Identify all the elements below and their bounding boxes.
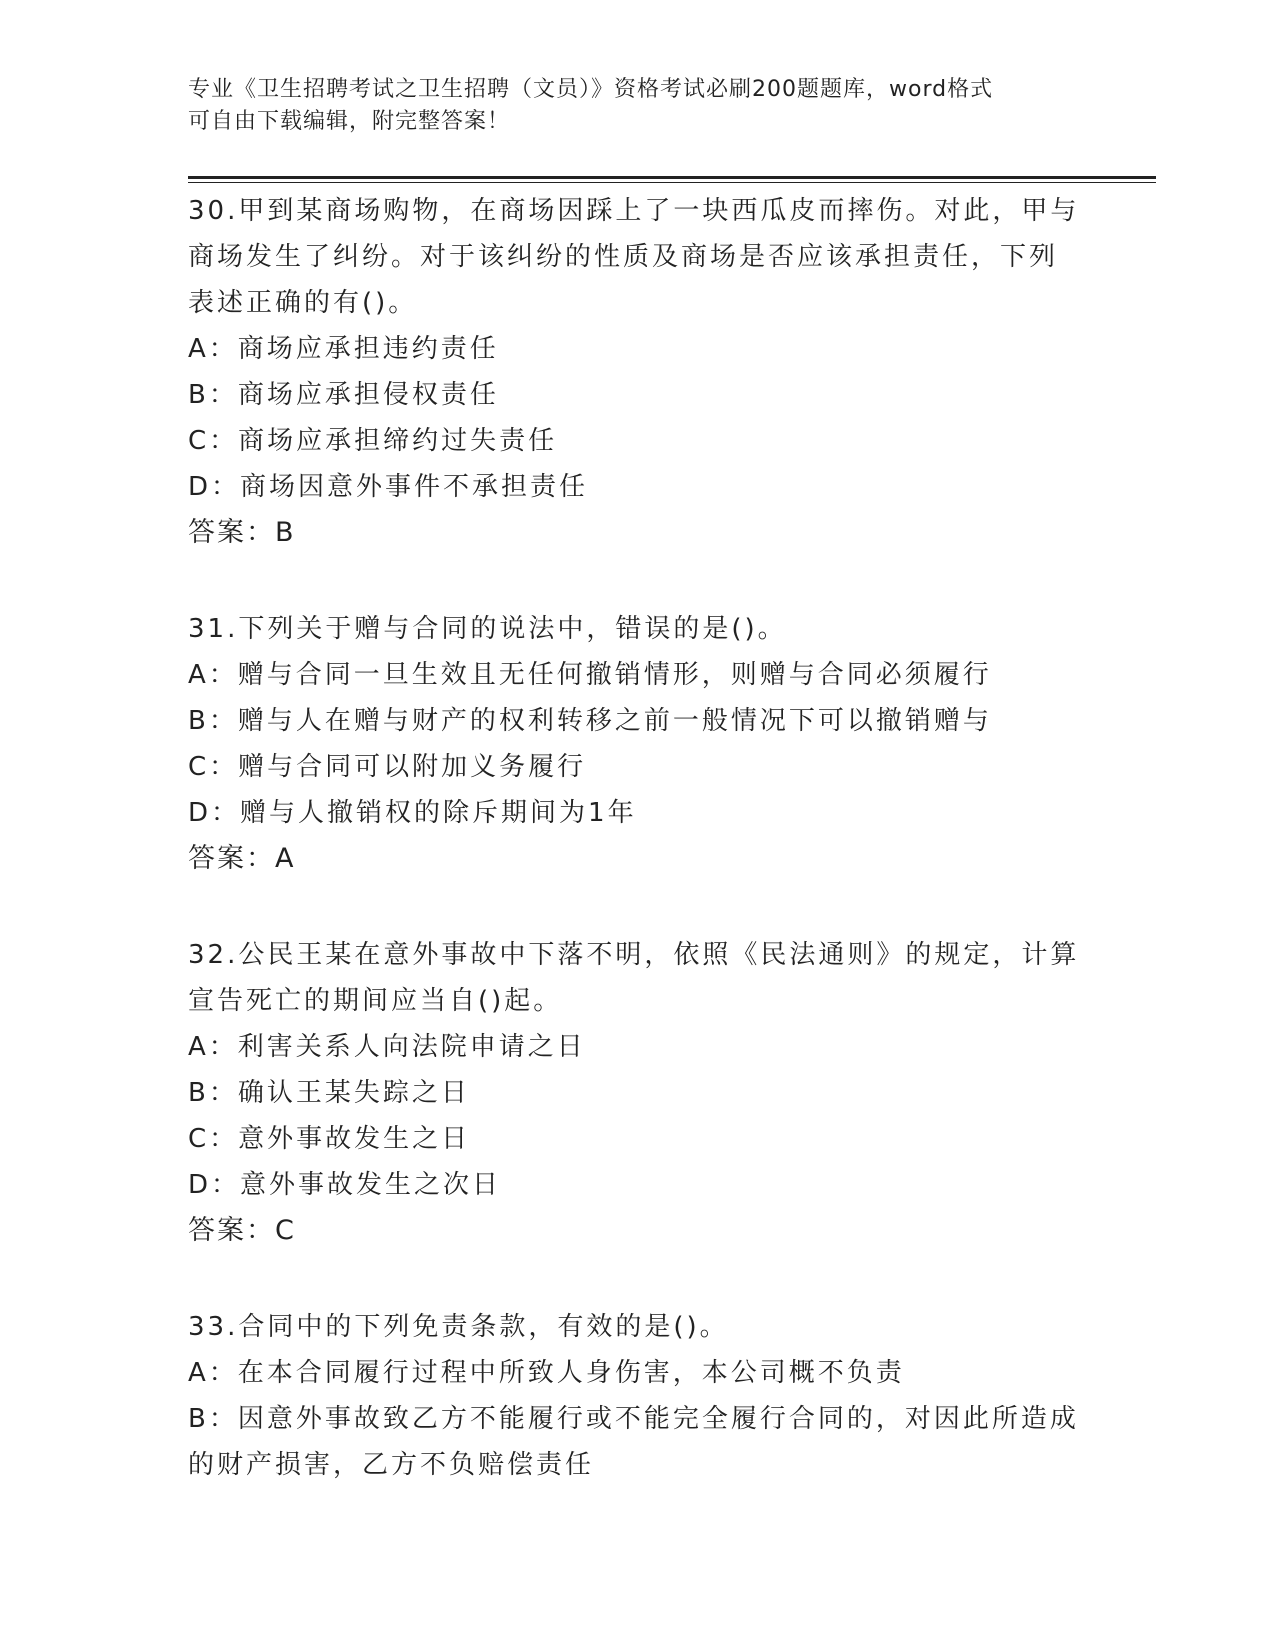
option-b: B：因意外事故致乙方不能履行或不能完全履行合同的，对因此所造成 [188, 1404, 1079, 1434]
option-c: C：商场应承担缔约过失责任 [188, 426, 558, 456]
question-30 [188, 188, 1088, 556]
question-32 [188, 932, 1088, 1254]
option-a: A：在本合同履行过程中所致人身伤害，本公司概不负责 [188, 1358, 905, 1388]
question-stem-line: 表述正确的有()。 [188, 288, 418, 318]
answer-text: 答案：A [188, 843, 296, 874]
question-list [188, 188, 1088, 1538]
option-d: D：商场因意外事件不承担责任 [188, 472, 589, 502]
question-33 [188, 1304, 1088, 1488]
option-d: D：赠与人撤销权的除斥期间为1年 [188, 798, 637, 828]
option-c: C：意外事故发生之日 [188, 1124, 471, 1154]
question-stem-line: 32.公民王某在意外事故中下落不明，依照《民法通则》的规定，计算 [188, 940, 1080, 970]
option-a: A：利害关系人向法院申请之日 [188, 1032, 586, 1062]
question-stem-line: 33.合同中的下列免责条款，有效的是()。 [188, 1312, 729, 1342]
option-c: C：赠与合同可以附加义务履行 [188, 752, 587, 782]
answer-text: 答案：C [188, 1215, 296, 1246]
question-stem-line: 商场发生了纠纷。对于该纠纷的性质及商场是否应该承担责任，下列 [188, 242, 1059, 272]
option-a: A：商场应承担违约责任 [188, 334, 499, 364]
header-line-2: 可自由下载编辑，附完整答案！ [188, 109, 511, 134]
answer-text: 答案：B [188, 517, 296, 548]
question-stem-line: 30.甲到某商场购物，在商场因踩上了一块西瓜皮而摔伤。对此，甲与 [188, 196, 1080, 226]
option-b-continued: 的财产损害，乙方不负赔偿责任 [188, 1450, 595, 1480]
option-d: D：意外事故发生之次日 [188, 1170, 502, 1200]
option-b: B：商场应承担侵权责任 [188, 380, 499, 410]
question-31 [188, 606, 1088, 882]
question-stem-line: 31.下列关于赠与合同的说法中，错误的是()。 [188, 614, 787, 644]
option-b: B：确认王某失踪之日 [188, 1078, 470, 1108]
header-line-1: 专业《卫生招聘考试之卫生招聘（文员）》资格考试必刷200题题库，word格式 [188, 77, 994, 102]
question-stem-line: 宣告死亡的期间应当自()起。 [188, 986, 563, 1016]
option-a: A：赠与合同一旦生效且无任何撤销情形，则赠与合同必须履行 [188, 660, 992, 690]
header-rule-thin [188, 182, 1156, 183]
header-rule-thick [188, 176, 1156, 179]
option-b: B：赠与人在赠与财产的权利转移之前一般情况下可以撤销赠与 [188, 706, 992, 736]
document-header [188, 74, 1068, 138]
